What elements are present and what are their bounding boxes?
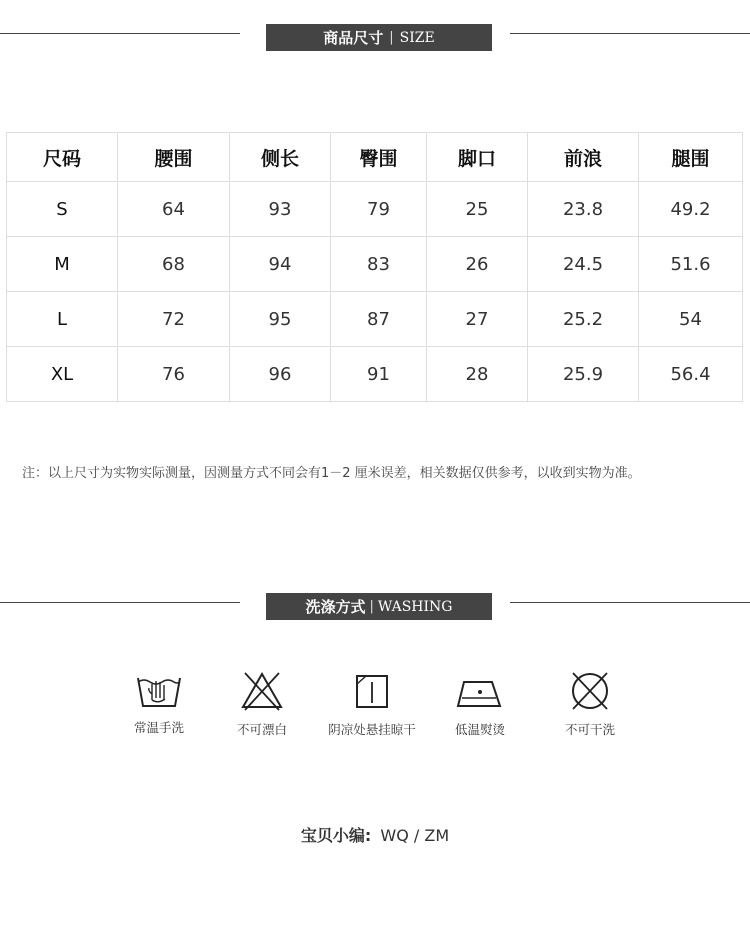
size-title-cn: 商品尺寸 <box>323 29 384 47</box>
table-cell: 25.2 <box>528 292 639 347</box>
size-header-line-left <box>0 33 240 34</box>
table-cell: 49.2 <box>639 182 743 237</box>
header-cell: 侧长 <box>230 133 331 182</box>
hand-wash-icon <box>134 670 184 710</box>
table-cell: 25.9 <box>528 347 639 402</box>
size-section-title <box>266 24 492 51</box>
wash-label: 常温手洗 <box>133 720 184 735</box>
low-iron-icon <box>454 670 506 712</box>
table-row <box>7 347 743 402</box>
table-cell: 24.5 <box>528 237 639 292</box>
wash-section-title <box>266 593 492 620</box>
table-cell: 68 <box>118 237 230 292</box>
table-cell: 23.8 <box>528 182 639 237</box>
wash-label: 不可干洗 <box>564 722 615 737</box>
table-cell: 79 <box>331 182 427 237</box>
wash-label: 低温熨烫 <box>454 722 505 737</box>
table-cell: 96 <box>230 347 331 402</box>
wash-title-separator: | <box>369 599 374 614</box>
size-header-line-right <box>510 33 750 34</box>
header-cell: 腰围 <box>118 133 230 182</box>
measurement-note: 注：以上尺寸为实物实际测量，因测量方式不同会有1－2 厘米误差，相关数据仅供参考，以收到实物为准。 <box>22 466 641 481</box>
table-cell: 76 <box>118 347 230 402</box>
wash-item-hand-wash <box>104 670 214 736</box>
wash-header-line-left <box>0 602 240 603</box>
table-cell: 91 <box>331 347 427 402</box>
header-cell: 腿围 <box>639 133 743 182</box>
size-table <box>6 132 743 402</box>
table-cell: 64 <box>118 182 230 237</box>
editor-credit <box>0 823 750 846</box>
table-cell: 25 <box>427 182 528 237</box>
wash-item-no-bleach <box>207 670 317 738</box>
wash-item-low-iron <box>425 670 535 738</box>
table-cell: 56.4 <box>639 347 743 402</box>
no-dry-clean-icon <box>567 670 613 712</box>
wash-header-line-right <box>510 602 750 603</box>
size-cell: XL <box>7 347 118 402</box>
header-cell: 尺码 <box>7 133 118 182</box>
table-cell: 93 <box>230 182 331 237</box>
table-cell: 26 <box>427 237 528 292</box>
table-cell: 28 <box>427 347 528 402</box>
wash-title-cn: 洗涤方式 <box>305 598 366 616</box>
table-cell: 72 <box>118 292 230 347</box>
table-row <box>7 237 743 292</box>
line-dry-shade-icon <box>352 670 392 712</box>
size-cell: M <box>7 237 118 292</box>
size-cell: L <box>7 292 118 347</box>
wash-label: 阴凉处悬挂晾干 <box>328 722 416 737</box>
table-cell: 87 <box>331 292 427 347</box>
table-row <box>7 182 743 237</box>
size-table-header-row <box>7 133 743 182</box>
header-cell: 脚口 <box>427 133 528 182</box>
size-title-separator: | <box>389 30 394 45</box>
table-cell: 51.6 <box>639 237 743 292</box>
size-cell: S <box>7 182 118 237</box>
table-cell: 83 <box>331 237 427 292</box>
wash-item-line-dry <box>317 670 427 738</box>
no-bleach-icon <box>239 670 285 712</box>
header-cell: 前浪 <box>528 133 639 182</box>
table-cell: 27 <box>427 292 528 347</box>
wash-title-en: WASHING <box>377 598 453 615</box>
table-cell: 54 <box>639 292 743 347</box>
table-cell: 95 <box>230 292 331 347</box>
header-cell: 臀围 <box>331 133 427 182</box>
wash-label: 不可漂白 <box>236 722 287 737</box>
editor-label: 宝贝小编: <box>300 826 372 845</box>
table-row <box>7 292 743 347</box>
editor-value: WQ / ZM <box>380 826 450 845</box>
size-title-en: SIZE <box>399 29 435 46</box>
table-cell: 94 <box>230 237 331 292</box>
wash-item-no-dry-clean <box>535 670 645 738</box>
